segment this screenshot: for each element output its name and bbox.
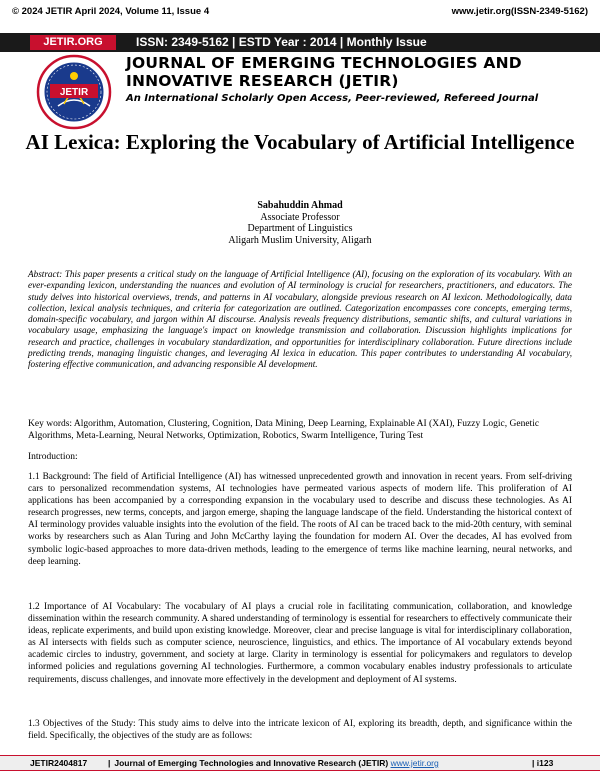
banner-site-label: JETIR.ORG (30, 35, 116, 50)
copyright-text: © 2024 JETIR April 2024, Volume 11, Issue 4 (12, 5, 210, 17)
section-heading-introduction: Introduction: (28, 452, 78, 462)
paragraph-background: 1.1 Background: The field of Artificial Intelligence (AI) has witnessed unprecedented growth and innovation in recent years. From self-driving cars to personalized recommendation systems, AI technologies have permeated various aspects of modern life. This proliferation of AI applications has been accompanied by a corresponding expansion in the vocabulary used to describe and discuss these technologies. As AI research progresses, new terms, concepts, and jargon emerge, shaping the language landscape of the field. Understanding the historical context of AI terminology provides valuable insights into the evolution of the field. The roots of AI can be traced back to the mid-20th century, with seminal works by researchers such as Alan Turing and John McCarthy laying the foundation for modern AI. Over the decades, AI has evolved from symbolic logic-based approaches to more data-driven methods, leading to the emergence of terms like machine learning, neural networks, and deep learning. (28, 472, 572, 567)
footer-journal: | Journal of Emerging Technologies and Innovative Research (JETIR) www.jetir.org (108, 758, 439, 768)
footer-page-number (532, 756, 553, 770)
abstract: Abstract: This paper presents a critical study on the language of Artificial Intelligence (AI), focusing on the exploration of its vocabulary. With an ever-expanding lexicon, understanding the nuances and evolution of AI terminology is crucial for researchers, practitioners, and educators. The study delves into historical overviews, trends, and patterns in AI vocabulary, alongside previous research on AI lexicon. Methodologically, data collection, lexical analysis techniques, and criteria for categorization are outlined. Categorization encompasses core concepts, emerging terms, domain-specific vocabulary, and jargon within AI discourse. Analysis reveals frequency distributions, semantic shifts, and cultural variations in vocabulary usage, emphasizing the language's impact on knowledge transmission and collaboration. Discussion highlights implications for research and practice, challenges in vocabulary standardization, and opportunities for interdisciplinary collaboration. Future directions include predicting trends, managing linguistic changes, and leveraging AI lexica in education. This paper contributes to understanding AI vocabulary, fostering effective communication, and advancing responsible AI development. (28, 269, 572, 370)
footer-page-value: i123 (536, 758, 554, 768)
journal-title: JOURNAL OF EMERGING TECHNOLOGIES AND INNOVATIVE RESEARCH (JETIR) (126, 54, 522, 90)
author-position: Associate Professor (260, 211, 340, 223)
footer-page-sep: | (532, 758, 537, 768)
journal-subtitle: An International Scholarly Open Access, Peer-reviewed, Refereed Journal (126, 93, 539, 104)
jetir-logo (36, 54, 112, 130)
page-header (0, 0, 600, 22)
journal-banner (0, 33, 600, 52)
banner-issn-text: ISSN: 2349-5162 | ESTD Year : 2014 | Monthly Issue (136, 35, 427, 49)
page-footer (0, 755, 600, 771)
paper-title: AI Lexica: Exploring the Vocabulary of Artificial Intelligence (25, 130, 575, 154)
website-link[interactable]: www.jetir.org(ISSN-2349-5162) (451, 5, 588, 17)
author-block (100, 200, 500, 246)
paragraph-objectives: 1.3 Objectives of the Study: This study aims to delve into the intricate lexicon of AI, exploring its breadth, depth, and significance within the field. Specifically, the objectives of the study are as follows: (28, 719, 572, 742)
footer-url-link[interactable]: www.jetir.org (390, 758, 439, 768)
footer-journal-name: Journal of Emerging Technologies and Innovative Research (JETIR) (114, 758, 389, 768)
logo-text: JETIR (59, 87, 89, 98)
author-name: Sabahuddin Ahmad (257, 200, 343, 211)
author-department: Department of Linguistics (247, 223, 353, 234)
paragraph-importance: 1.2 Importance of AI Vocabulary: The vocabulary of AI plays a crucial role in facilitating communication, collaboration, and knowledge dissemination within the research community. A shared understanding of terminology is essential for researchers to effectively communicate their ideas, replicate experiments, and build upon existing knowledge. Moreover, clear and precise language is vital for interdisciplinary collaboration, as AI intersects with fields such as computer science, neuroscience, linguistics, and ethics. The importance of AI vocabulary extends beyond academic circles to industry, government, and society at large. Clarity in terminology is essential for policymakers and regulators to develop informed policies and regulations governing AI technologies. Furthermore, a common vocabulary enables industry professionals to articulate requirements, discuss challenges, and innovate more effectively in the development and deployment of AI systems. (28, 602, 572, 685)
keywords: Key words: Algorithm, Automation, Clustering, Cognition, Data Mining, Deep Learning, Explainable AI (XAI), Fuzzy Logic, Genetic Algorithms, Meta-Learning, Neural Networks, Optimization, Robotics, Swarm Intelligence, Turing Test (28, 419, 540, 442)
author-affiliation: Aligarh Muslim University, Aligarh (228, 234, 372, 246)
footer-paper-id: JETIR2404817 (30, 758, 88, 768)
